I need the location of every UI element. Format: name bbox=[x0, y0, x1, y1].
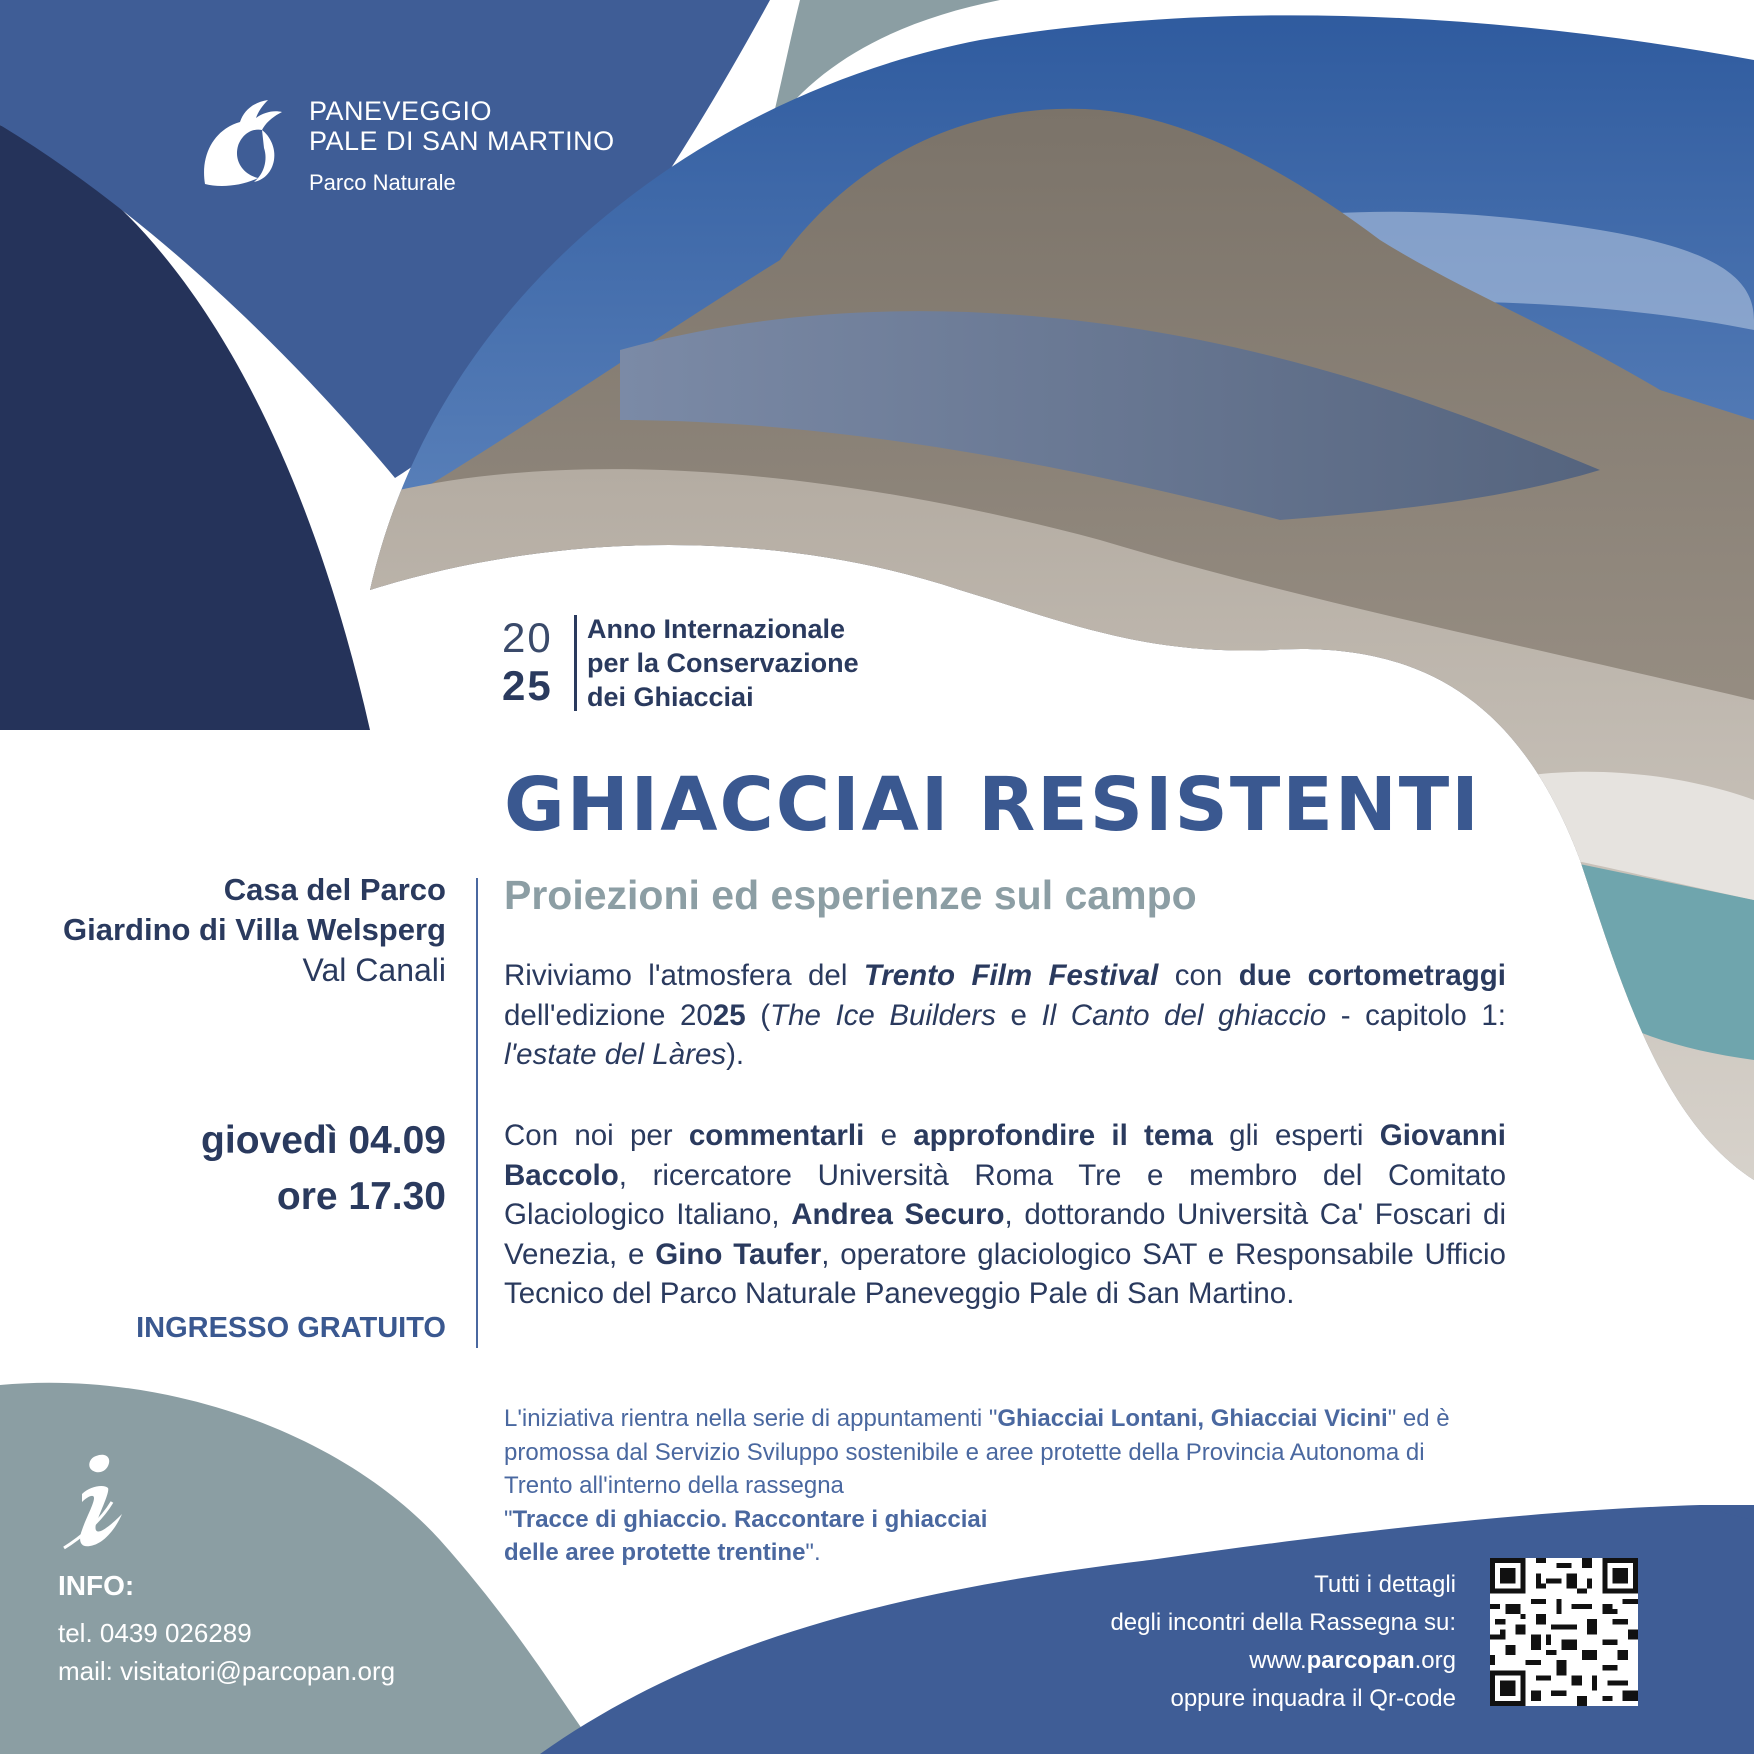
park-logo-icon bbox=[190, 94, 290, 194]
info-icon bbox=[60, 1452, 130, 1552]
details-url[interactable]: www.parcopan.org bbox=[1249, 1647, 1456, 1674]
event-title: GHIACCIAI RESISTENTI bbox=[504, 762, 1481, 848]
organization-subtitle: Parco Naturale bbox=[309, 170, 456, 195]
year-bottom: 25 bbox=[502, 662, 553, 709]
details-line1: Tutti i dettagli bbox=[1314, 1571, 1456, 1598]
description-paragraph-2: Con noi per commentarli e approfondire il tema gli esperti Giovanni Baccolo, ricercatore Università Roma Tre e membro del Comitato Glaciologico Italiano, Andrea Securo, dottorando Università Ca' Foscari di Venezia, e Gino Taufer, operatore glaciologico SAT e Responsabile Ufficio Tecnico del Parco Naturale Paneveggio Pale di San Martino. bbox=[504, 1119, 1506, 1310]
details-line4: oppure inquadra il Qr-code bbox=[1170, 1685, 1456, 1712]
event-datetime bbox=[201, 1113, 446, 1225]
venue-name bbox=[63, 870, 446, 950]
info-phone[interactable]: tel. 0439 026289 bbox=[58, 1618, 252, 1648]
year-divider bbox=[574, 615, 577, 711]
year-badge-line1: Anno Internazionale bbox=[587, 614, 846, 644]
venue-line1: Casa del Parco bbox=[223, 872, 446, 907]
description-paragraph-1: Riviviamo l'atmosfera del Trento Film Festival con due cortometraggi dell'edizione 2025 (The Ice Builders e Il Canto del ghiaccio - capitolo 1: l'estate del Làres). bbox=[504, 959, 1506, 1071]
year-badge-line3: dei Ghiacciai bbox=[587, 682, 754, 712]
organization-name-line1: PANEVEGGIO bbox=[309, 96, 493, 126]
event-subtitle: Proiezioni ed esperienze sul campo bbox=[504, 872, 1197, 918]
info-email[interactable]: mail: visitatori@parcopan.org bbox=[58, 1656, 396, 1686]
organization-name bbox=[309, 96, 615, 156]
year-badge-line2: per la Conservazione bbox=[587, 648, 859, 678]
event-time: ore 17.30 bbox=[276, 1175, 446, 1218]
qr-code-icon[interactable] bbox=[1490, 1558, 1638, 1706]
initiative-note: L'iniziativa rientra nella serie di appuntamenti "Ghiacciai Lontani, Ghiacciai Vicini" ed è promossa dal Servizio Sviluppo sostenibile e aree protette della Provincia Autonoma di Trento all'interno della rassegna "Tracce di ghiaccio. Raccontare i ghiacciai delle aree protette trentine". bbox=[504, 1405, 1450, 1566]
entry-label: INGRESSO GRATUITO bbox=[136, 1312, 446, 1344]
details-line2: degli incontri della Rassegna su: bbox=[1110, 1609, 1456, 1636]
event-date: giovedì 04.09 bbox=[201, 1119, 446, 1162]
organization-name-line2: PALE DI SAN MARTINO bbox=[309, 126, 615, 156]
details-block bbox=[1110, 1566, 1456, 1718]
venue-line2: Giardino di Villa Welsperg bbox=[62, 912, 446, 947]
year-badge-text bbox=[587, 612, 859, 714]
venue-place: Val Canali bbox=[302, 952, 446, 988]
info-label: INFO: bbox=[58, 1570, 135, 1601]
column-divider bbox=[476, 878, 478, 1348]
year-top: 20 bbox=[502, 614, 553, 661]
